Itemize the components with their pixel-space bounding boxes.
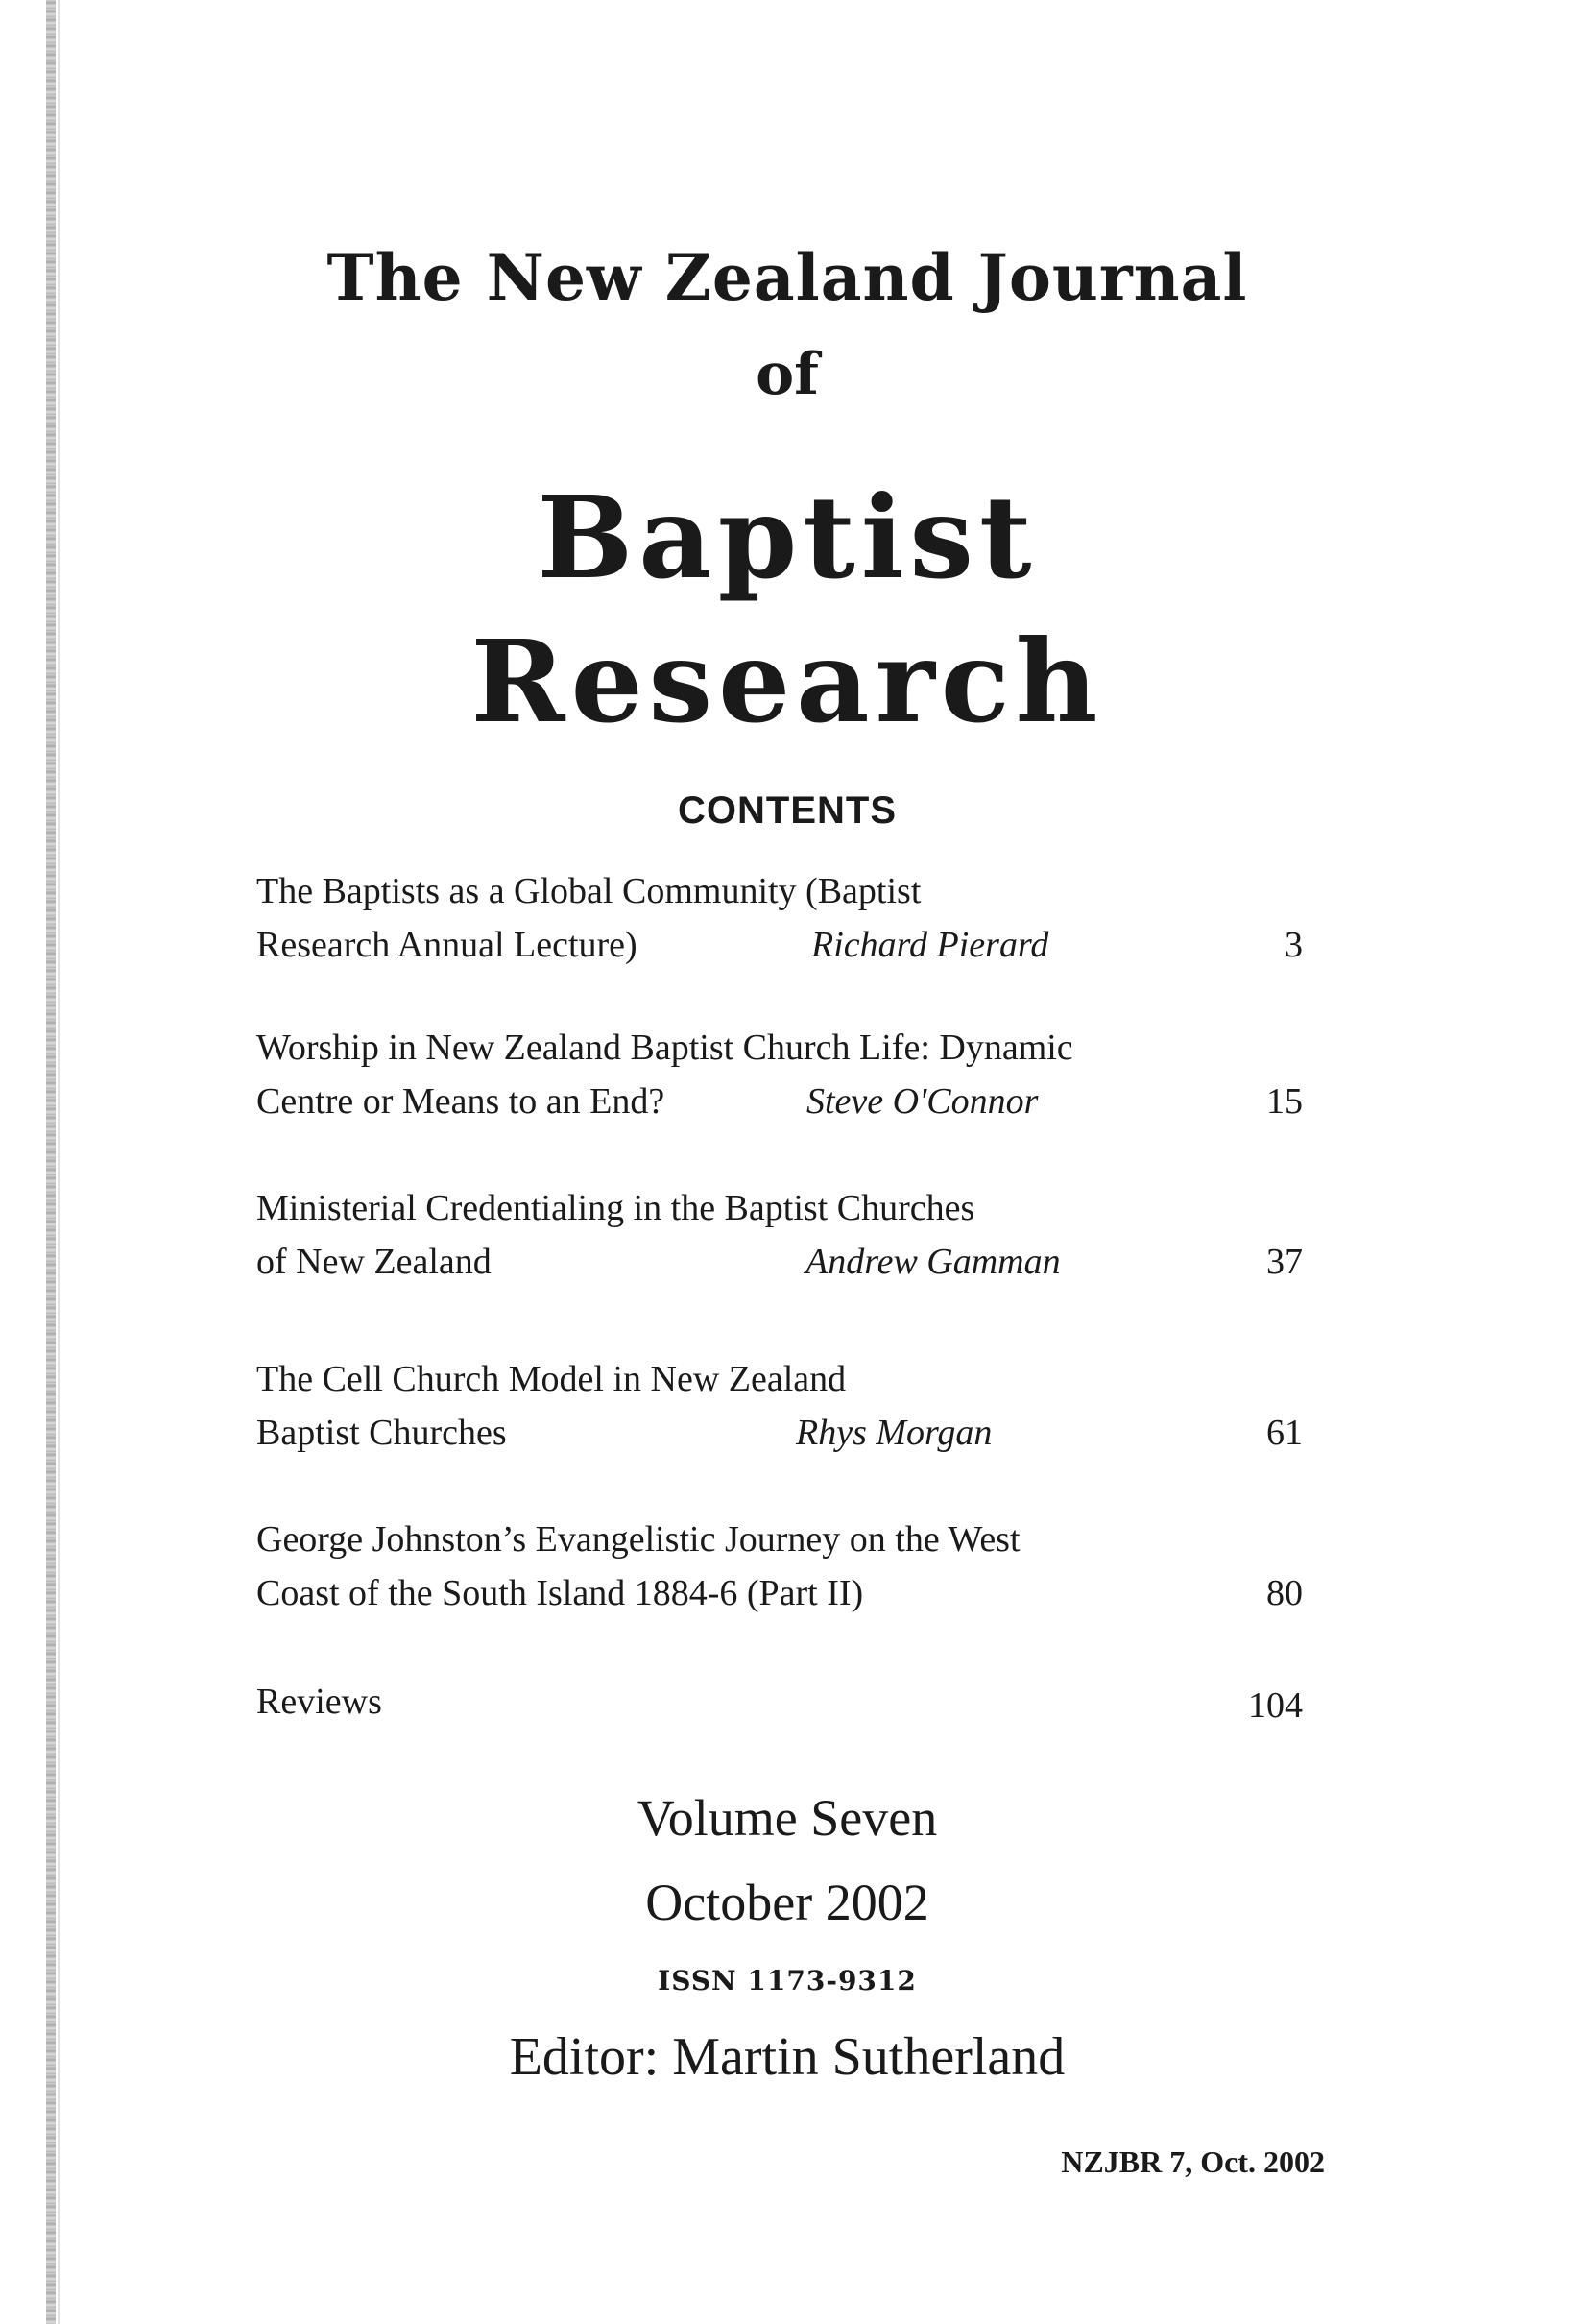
journal-title-line-1: The New Zealand Journal [326, 240, 1248, 315]
toc-entry [256, 1513, 1312, 1620]
issue-date: October 2002 [645, 1874, 929, 1931]
toc-entry-title-line-2: Baptist Churches [256, 1413, 507, 1453]
toc-entry-line-2 [256, 1075, 1312, 1128]
journal-title-baptist: Baptist [537, 471, 1038, 604]
toc-entry-line-2 [256, 1675, 1312, 1729]
toc-entry-page: 37 [1266, 1242, 1303, 1282]
editor-line: Editor: Martin Sutherland [509, 2027, 1066, 2087]
toc-entry-title-line-1: Worship in New Zealand Baptist Church Life: Dynamic [256, 1028, 1073, 1068]
toc-entry [256, 1181, 1312, 1289]
toc-entry-title-line-1: The Baptists as a Global Community (Baptist [256, 871, 922, 911]
toc-entry [256, 1352, 1312, 1460]
footer-reference: NZJBR 7, Oct. 2002 [1061, 2144, 1325, 2179]
toc-entry-page: 61 [1266, 1413, 1303, 1453]
journal-title-line-2: of [756, 341, 819, 408]
toc-entry-author: Richard Pierard [811, 925, 1049, 965]
toc-entry-title-line-1: Ministerial Credentialing in the Baptist Churches [256, 1188, 975, 1228]
toc-entry-page: 80 [1266, 1573, 1303, 1613]
toc-entry-line-2 [256, 1406, 1312, 1460]
volume-label: Volume Seven [637, 1789, 938, 1847]
toc-entry-title-line-2: Research Annual Lecture) [256, 925, 637, 965]
toc-entry [256, 1021, 1312, 1128]
toc-entry [256, 1675, 1312, 1729]
toc-entry-page: 104 [1248, 1685, 1303, 1726]
toc-entry-author: Andrew Gamman [805, 1242, 1061, 1282]
toc-entry-page: 3 [1285, 925, 1303, 965]
toc-entry-title-line-2: Coast of the South Island 1884-6 (Part II) [256, 1573, 864, 1613]
toc-entry-page: 15 [1266, 1081, 1303, 1122]
toc-entry [256, 864, 1312, 972]
toc-entry-title-line-2: Reviews [256, 1682, 382, 1722]
journal-title-research: Research [470, 615, 1104, 748]
toc-entry-line-2 [256, 918, 1312, 972]
issn: ISSN 1173-9312 [658, 1965, 917, 1997]
contents-heading: CONTENTS [678, 789, 897, 832]
toc-entry-title-line-1: George Johnston’s Evangelistic Journey on the West [256, 1519, 1021, 1560]
toc-entry-line-2 [256, 1566, 1312, 1620]
toc-entry-author: Rhys Morgan [796, 1413, 993, 1453]
toc-entry-title-line-2: of New Zealand [256, 1242, 492, 1282]
toc-entry-line-2 [256, 1235, 1312, 1289]
toc-entry-author: Steve O'Connor [806, 1081, 1039, 1122]
toc-entry-title-line-1: The Cell Church Model in New Zealand [256, 1359, 847, 1399]
toc-entry-title-line-2: Centre or Means to an End? [256, 1081, 665, 1122]
